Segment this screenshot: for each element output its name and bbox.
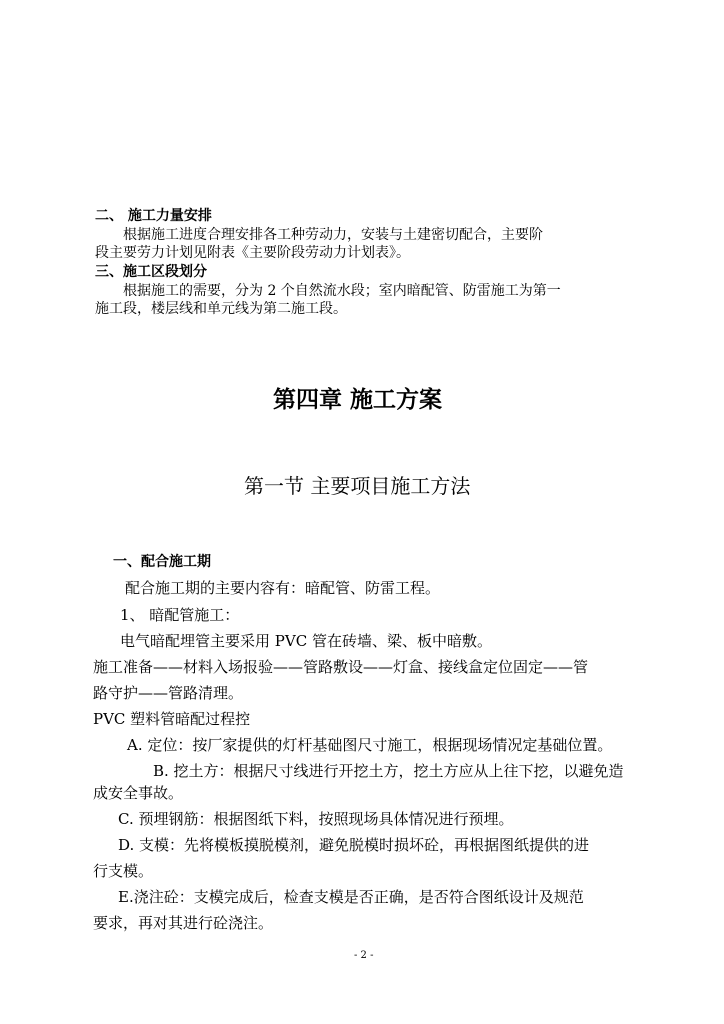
flow-line-2: 路守护——管路清理。 <box>93 684 244 702</box>
heading-cooperation-period: 一、配合施工期 <box>113 554 211 570</box>
paragraph-pvc-conduit: 电气暗配埋管主要采用 PVC 管在砖墙、梁、板中暗敷。 <box>120 632 492 650</box>
item-conduit-construction: 1、 暗配管施工： <box>120 606 240 624</box>
heading-labor-arrangement: 二、 施工力量安排 <box>95 208 212 224</box>
chapter-title: 第四章 施工方案 <box>273 386 443 413</box>
pvc-process-heading: PVC 塑料管暗配过程控 <box>93 710 251 728</box>
paragraph-labor-line-2: 段主要劳力计划见附表《主要阶段劳动力计划表》。 <box>95 245 410 261</box>
heading-section-division: 三、施工区段划分 <box>95 264 207 280</box>
step-d-line-1: D. 支模：先将模板摸脱模剂，避免脱模时损坏砼，再根据图纸提供的进 <box>118 836 590 854</box>
section-title: 第一节 主要项目施工方法 <box>244 474 471 498</box>
step-d-line-2: 行支模。 <box>93 862 154 880</box>
page-number: - 2 - <box>354 950 374 961</box>
step-b-line-2: 成安全事故。 <box>93 784 184 802</box>
step-e-line-2: 要求，再对其进行砼浇注。 <box>93 914 274 932</box>
step-b-line-1: B. 挖土方：根据尺寸线进行开挖土方，挖土方应从上往下挖，以避免造 <box>153 762 624 780</box>
paragraph-labor-line-1: 根据施工进度合理安排各工种劳动力，安装与土建密切配合，主要阶 <box>123 227 543 243</box>
paragraph-division-line-1: 根据施工的需要，分为 2 个自然流水段；室内暗配管、防雷施工为第一 <box>123 283 561 299</box>
paragraph-division-line-2: 施工段，楼层线和单元线为第二施工段。 <box>95 301 347 317</box>
paragraph-cooperation: 配合施工期的主要内容有：暗配管、防雷工程。 <box>125 579 441 597</box>
step-a-positioning: A. 定位：按厂家提供的灯杆基础图尺寸施工，根据现场情况定基础位置。 <box>127 736 613 754</box>
step-c-rebar: C. 预埋钢筋：根据图纸下料，按照现场具体情况进行预埋。 <box>118 810 514 828</box>
flow-line-1: 施工准备——材料入场报验——管路敷设——灯盒、接线盒定位固定——管 <box>93 658 589 676</box>
step-e-line-1: E.浇注砼：支模完成后，检查支模是否正确，是否符合图纸设计及规范 <box>118 888 584 906</box>
